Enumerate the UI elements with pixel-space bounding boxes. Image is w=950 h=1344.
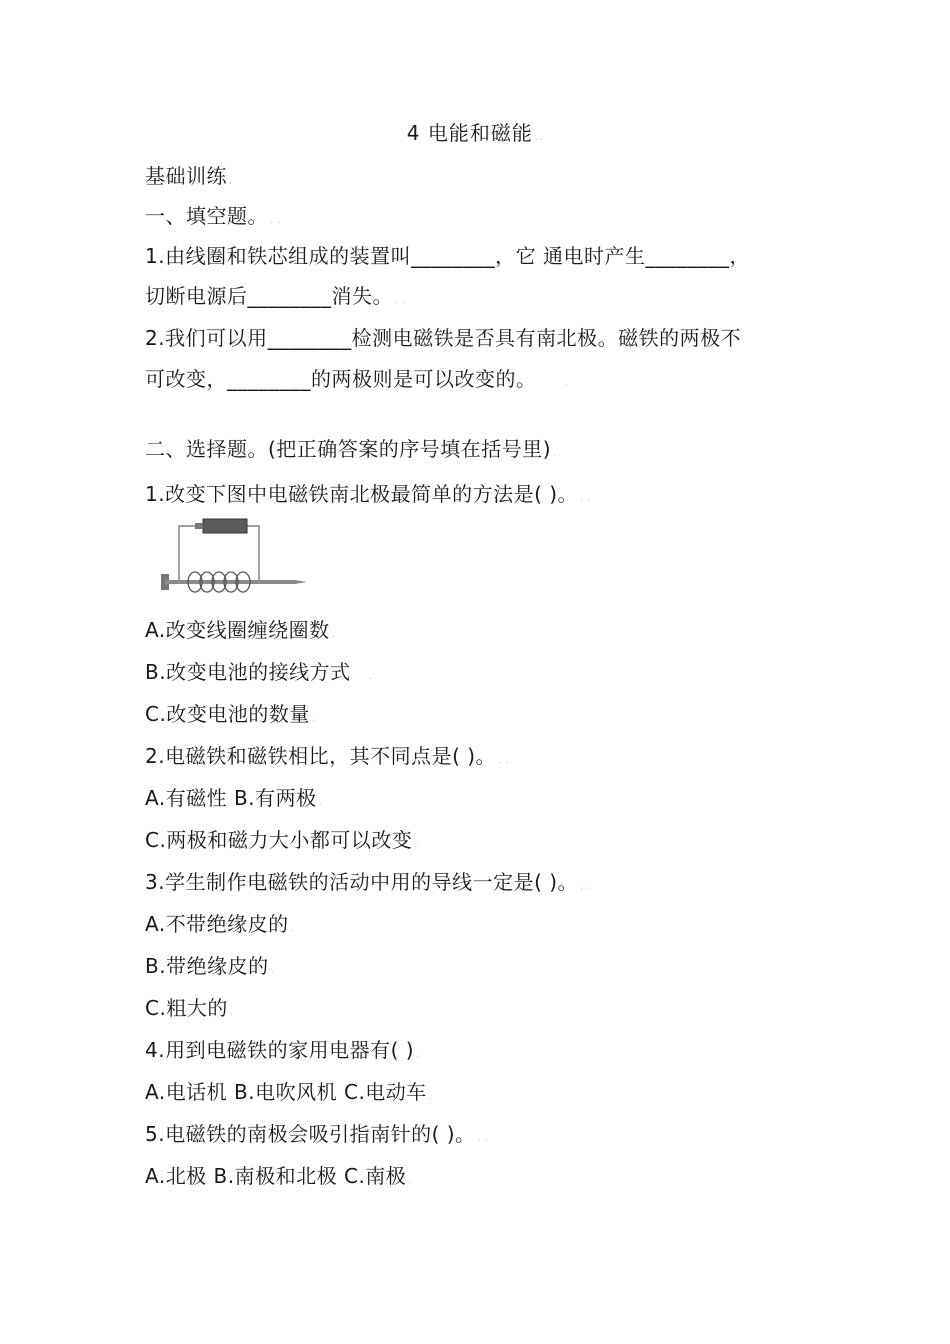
q3-option-c: C.粗大的 . <box>145 996 234 1020</box>
q2-option-c: C.两极和磁力大小都可以改变 . <box>145 828 419 852</box>
q1-1-line1: 1.由线圈和铁芯组成的装置叫________，它 通电时产生________， <box>145 244 750 268</box>
question-4: 4.用到电磁铁的家用电器有( ) . <box>145 1038 420 1062</box>
part2-heading: 二、选择题。(把正确答案的序号填在括号里) . <box>145 437 557 461</box>
section-heading: 基础训练 . <box>145 164 233 188</box>
question-3: 3.学生制作电磁铁的活动中用的导线一定是( )。 . . <box>145 870 592 894</box>
q2-options-ab: A.有磁性 B.有两极 . <box>145 786 323 810</box>
q1-option-a: A.改变线圈缠绕圈数 . <box>145 618 336 642</box>
q1-1-line2: 切断电源后________消失。 . . <box>145 284 407 308</box>
q3-option-a: A.不带绝缘皮的 . <box>145 912 295 936</box>
question-2: 2.电磁铁和磁铁相比，其不同点是( )。 . . <box>145 744 510 768</box>
q5-options: A.北极 B.南极和北极 C.南极 . <box>145 1164 412 1188</box>
part1-heading: 一、填空题。 . . <box>145 204 282 228</box>
q1-option-c: C.改变电池的数量 . <box>145 702 316 726</box>
q1-2-line2: 可改变，________的两极则是可以改变的。 . <box>145 367 569 391</box>
question-5: 5.电磁铁的南极会吸引指南针的( )。 . . <box>145 1122 489 1146</box>
question-1: 1.改变下图中电磁铁南北极最简单的方法是( )。 . . <box>145 482 592 506</box>
electromagnet-circuit-icon <box>155 512 325 607</box>
page-title: 4 电能和磁能 .. <box>406 121 544 145</box>
q4-options: A.电话机 B.电吹风机 C.电动车 . <box>145 1080 433 1104</box>
q1-2-line1: 2.我们可以用________检测电磁铁是否具有南北极。磁铁的两极不 <box>145 326 742 350</box>
q3-option-b: B.带绝缘皮的 . <box>145 954 275 978</box>
q1-option-b: B.改变电池的接线方式 . <box>145 660 373 684</box>
